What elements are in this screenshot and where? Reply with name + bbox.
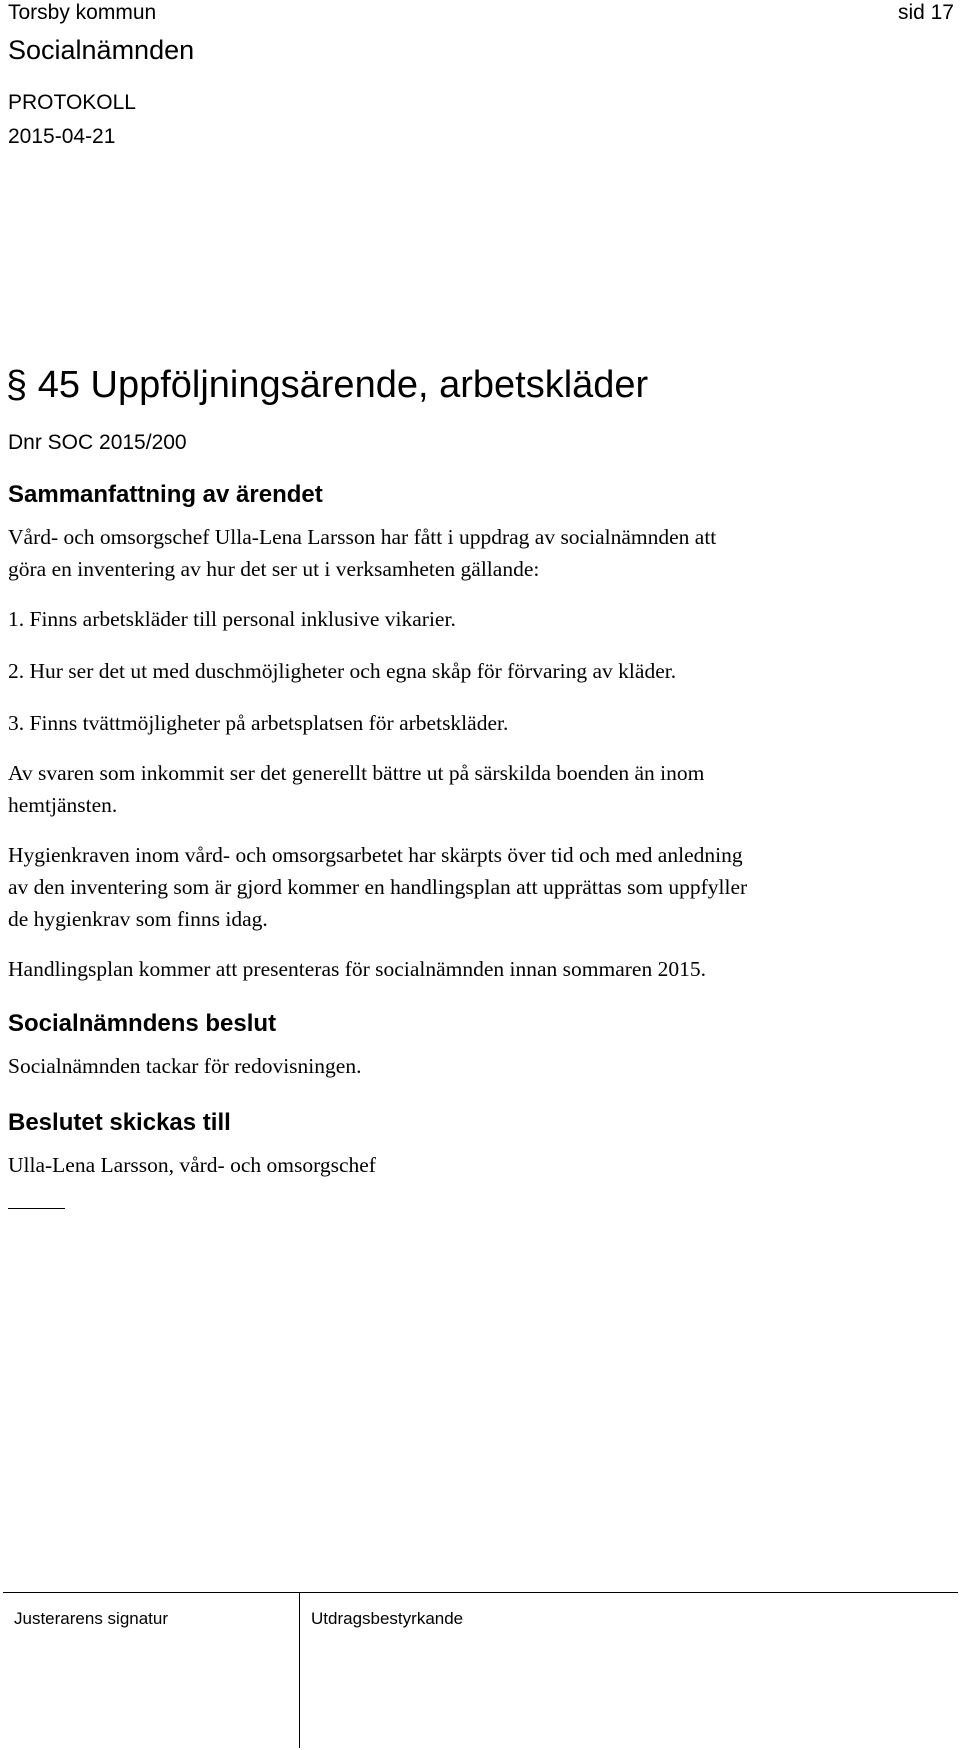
board-name: Socialnämnden — [8, 35, 195, 65]
paragraph-line: hemtjänsten. — [8, 793, 118, 817]
sent-to-text: Ulla-Lena Larsson, vård- och omsorgschef — [8, 1153, 376, 1177]
summary-heading: Sammanfattning av ärendet — [8, 481, 323, 508]
summary-line: Vård- och omsorgschef Ulla-Lena Larsson har fått i uppdrag av socialnämnden att — [8, 525, 717, 549]
end-rule — [8, 1208, 65, 1209]
list-item: 2. Hur ser det ut med duschmöjligheter och egna skåp för förvaring av kläder. — [8, 659, 677, 683]
decision-heading: Socialnämndens beslut — [8, 1010, 277, 1037]
municipality-name: Torsby kommun — [8, 1, 157, 24]
paragraph-line: Handlingsplan kommer att presenteras för socialnämnden innan sommaren 2015. — [8, 957, 706, 981]
meeting-date: 2015-04-21 — [8, 125, 116, 148]
section-title: § 45 Uppföljningsärende, arbetskläder — [6, 364, 649, 406]
summary-line: göra en inventering av hur det ser ut i verksamheten gällande: — [8, 557, 540, 581]
paragraph-line: Hygienkraven inom vård- och omsorgsarbetet har skärpts över tid och med anledning — [8, 843, 743, 867]
paragraph-line: de hygienkrav som finns idag. — [8, 907, 268, 931]
page-number: sid 17 — [897, 1, 954, 24]
list-item: 3. Finns tvättmöjligheter på arbetsplatsen för arbetskläder. — [8, 711, 509, 735]
document-type: PROTOKOLL — [8, 91, 136, 114]
paragraph-line: av den inventering som är gjord kommer en handlingsplan att upprättas som uppfyller — [8, 875, 748, 899]
extract-label: Utdragsbestyrkande — [311, 1609, 464, 1628]
signature-divider — [299, 1592, 300, 1748]
signature-label: Justerarens signatur — [14, 1609, 169, 1628]
paragraph-line: Av svaren som inkommit ser det generellt bättre ut på särskilda boenden än inom — [8, 761, 705, 785]
list-item: 1. Finns arbetskläder till personal inklusive vikarier. — [8, 607, 456, 631]
case-number: Dnr SOC 2015/200 — [8, 431, 187, 454]
decision-text: Socialnämnden tackar för redovisningen. — [8, 1054, 362, 1078]
sent-to-heading: Beslutet skickas till — [8, 1109, 231, 1136]
